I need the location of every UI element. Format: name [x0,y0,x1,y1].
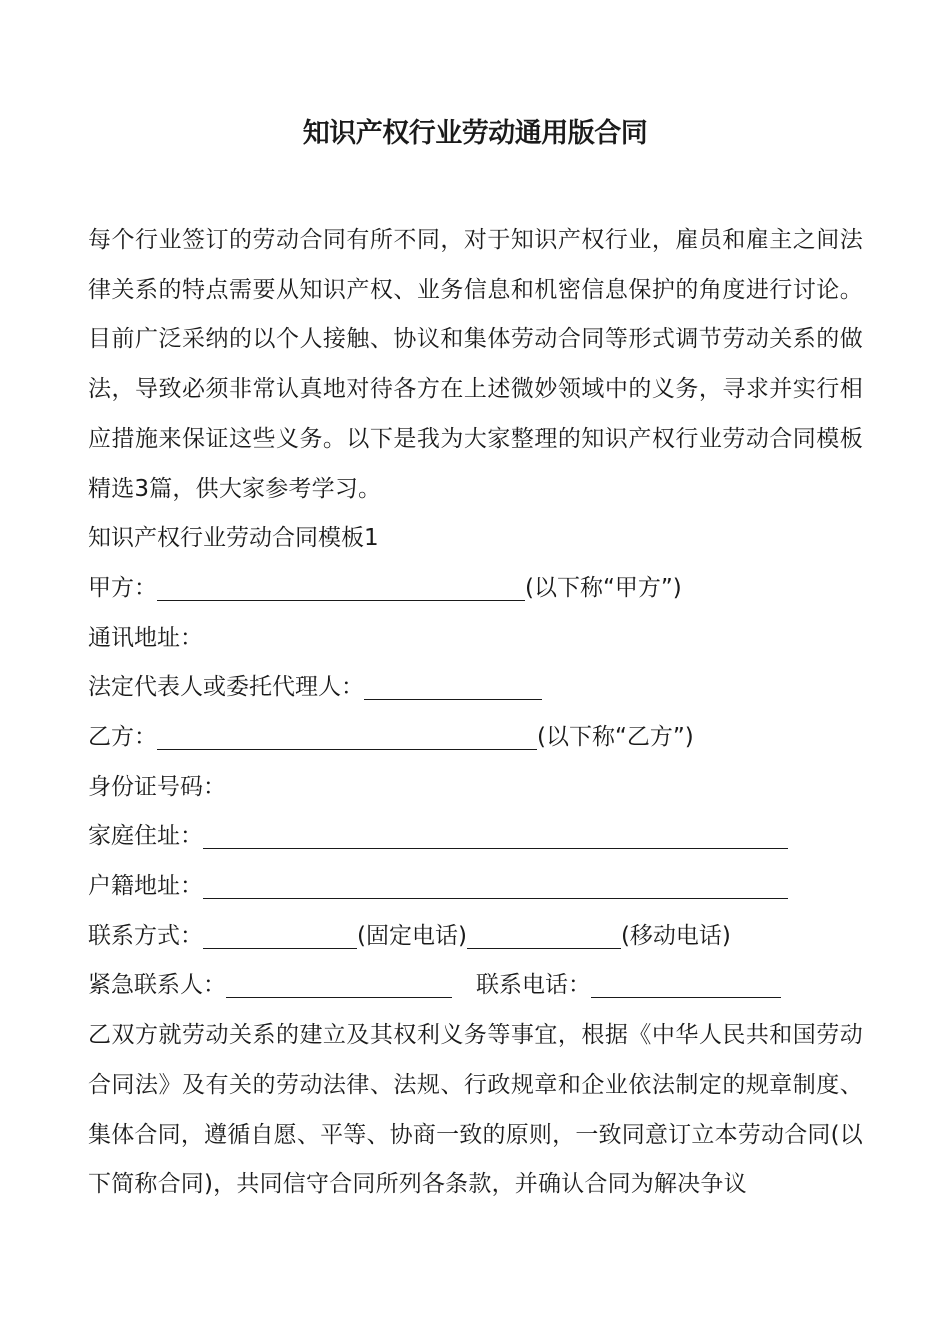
emergency-contact-line [88,961,863,1011]
emergency-contact-blank[interactable] [226,963,452,998]
fixed-phone-suffix: (固定电话) [357,922,467,949]
representative-line [88,663,863,713]
emergency-contact-label: 紧急联系人： [88,972,226,999]
address-line [88,614,863,664]
party-a-suffix: (以下称“甲方”) [525,574,682,601]
template-heading [88,514,863,564]
party-b-label: 乙方： [88,723,157,750]
contact-line [88,912,863,962]
household-address-blank[interactable] [203,864,788,899]
mobile-phone-blank[interactable] [467,914,621,949]
party-a-line [88,564,863,614]
contact-phone-blank[interactable] [591,963,781,998]
party-b-blank[interactable] [157,715,537,750]
document-body [88,216,863,1210]
template-heading-text: 知识产权行业劳动合同模板1 [88,525,379,552]
address-label: 通讯地址： [88,624,203,651]
party-b-suffix: (以下称“乙方”) [537,723,694,750]
household-address-line [88,862,863,912]
id-label: 身份证号码： [88,773,226,800]
fixed-phone-blank[interactable] [203,914,357,949]
mobile-phone-suffix: (移动电话) [620,922,731,949]
party-a-label: 甲方： [88,574,157,601]
representative-label: 法定代表人或委托代理人： [88,674,364,701]
party-b-line [88,713,863,763]
contact-label: 联系方式： [88,922,203,949]
home-address-label: 家庭住址： [88,823,203,850]
id-line [88,763,863,813]
home-address-line [88,812,863,862]
agreement-paragraph: 乙双方就劳动关系的建立及其权利义务等事宜，根据《中华人民共和国劳动合同法》及有关的劳动法律、法规、行政规章和企业依法制定的规章制度、集体合同，遵循自愿、平等、协商一致的原则，一致同意订立本劳动合同(以下简称合同)，共同信守合同所列各条款，并确认合同为解决争议 [88,1022,863,1198]
contact-phone-label: 联系电话： [476,972,591,999]
party-a-blank[interactable] [157,566,525,601]
representative-blank[interactable] [364,665,542,700]
document-title: 知识产权行业劳动通用版合同 [302,118,648,149]
intro-paragraph: 每个行业签订的劳动合同有所不同，对于知识产权行业，雇员和雇主之间法律关系的特点需要从知识产权、业务信息和机密信息保护的角度进行讨论。目前广泛采纳的以个人接触、协议和集体劳动合同等形式调节劳动关系的做法，导致必须非常认真地对待各方在上述微妙领域中的义务，寻求并实行相应措施来保证这些义务。以下是我为大家整理的知识产权行业劳动合同模板精选3篇，供大家参考学习。 [88,227,863,502]
home-address-blank[interactable] [203,814,788,849]
household-address-label: 户籍地址： [88,873,203,900]
